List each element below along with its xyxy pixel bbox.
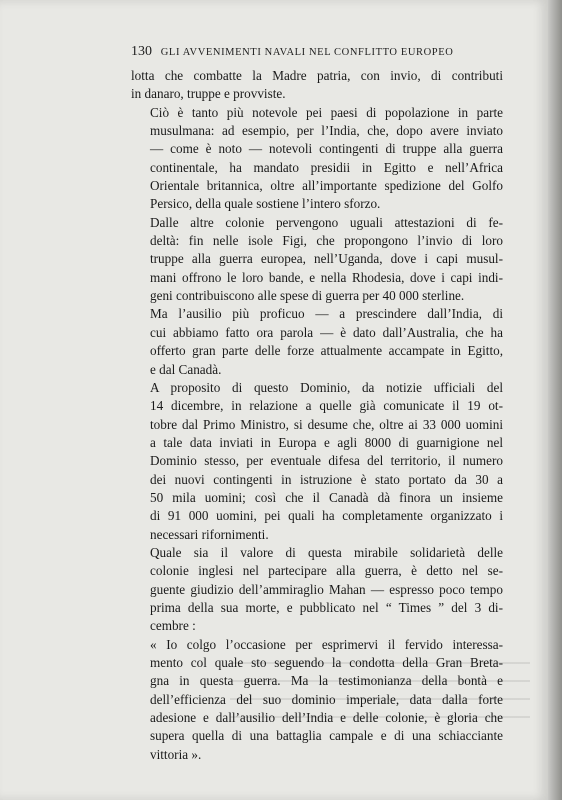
text-line: musulmana: ad esempio, per l’India, che, dopo avere inviato <box>150 123 503 139</box>
text-line: supera quella di una battaglia campale e di una schiacciante <box>150 728 503 744</box>
text-line: truppe alla guerra europea, nell’Uganda, dove i capi musul- <box>150 251 503 267</box>
text-line: dei nuovi contingenti in istruzione è stato portato da 30 a <box>150 471 503 487</box>
running-title: GLI AVVENIMENTI NAVALI NEL CONFLITTO EUROPEO <box>160 47 454 58</box>
text-line: dell’efficienza del suo dominio imperiale, data dalla forte <box>150 691 503 707</box>
show-through-text <box>230 650 530 730</box>
text-line: Orientale britannica, oltre all’importante spedizione del Golfo <box>150 178 503 194</box>
page-number: 130 <box>131 44 152 59</box>
text-line: « Io colgo l’occasione per esprimervi il fervido interessa- <box>150 636 503 652</box>
paragraph <box>131 305 503 378</box>
text-line: Dalle altre colonie pervengono uguali attestazioni di fe- <box>150 214 503 230</box>
paragraph <box>131 379 503 544</box>
paragraph <box>131 104 503 214</box>
text-line: Ma l’ausilio più proficuo — a prescindere dall’India, di <box>150 306 503 322</box>
text-line: Persico, della quale sostiene l’intero sforzo. <box>150 196 381 212</box>
text-line: lotta che combatte la Madre patria, con invio, di contributi <box>131 68 503 83</box>
text-line: a tale data inviati in Europa e agli 8000 di guarnigione nel <box>150 434 503 450</box>
text-line: gna in questa guerra. Ma la testimonianza della bontà e <box>150 673 503 689</box>
text-line: 14 dicembre, in relazione a quelle già comunicate il 19 ot- <box>150 398 503 414</box>
text-line: prima della sua morte, e pubblicato nel “ Times ” del 3 di- <box>150 599 503 615</box>
text-line: vittoria ». <box>150 746 202 762</box>
text-line: in danaro, truppe e provviste. <box>131 86 286 102</box>
running-header <box>131 44 491 60</box>
text-line: e dal Canadà. <box>150 361 222 377</box>
text-line: geni contribuiscono alle spese di guerra per 40 000 sterline. <box>150 288 465 304</box>
text-line: offerto gran parte delle forze attualmente accampate in Egitto, <box>150 343 503 359</box>
text-line: Quale sia il valore di questa mirabile solidarietà delle <box>150 544 503 560</box>
text-line: 50 mila uomini; così che il Canadà dà finora un insieme <box>150 489 503 505</box>
text-line: Dominio stesso, per eventuale difesa del territorio, il numero <box>150 453 503 469</box>
text-line: continentale, ha mandato presidii in Egitto e nell’Africa <box>150 159 503 175</box>
text-line: adesione e dall’ausilio dell’India e delle colonie, è gloria che <box>150 710 503 726</box>
page-edge <box>548 0 562 800</box>
text-line: mani offrono le loro bande, e nella Rhodesia, dove i capi indi- <box>150 269 503 285</box>
text-line: Ciò è tanto più notevole pei paesi di popolazione in parte <box>150 104 503 120</box>
text-line: tobre dal Primo Ministro, si desume che, oltre ai 33 000 uomini <box>150 416 503 432</box>
text-line: mento col quale sto seguendo la condotta della Gran Breta- <box>150 655 503 670</box>
paragraph <box>131 544 503 636</box>
text-line: cembre : <box>150 618 196 634</box>
text-line: deltà: fin nelle isole Figi, che propongono l’invio di loro <box>150 233 503 249</box>
text-line: A proposito di questo Dominio, da notizie ufficiali del <box>150 379 503 395</box>
text-line: necessari rifornimenti. <box>150 526 269 542</box>
paragraph <box>131 67 503 104</box>
text-line: colonie inglesi nel partecipare alla guerra, è detto nel se- <box>150 563 503 579</box>
text-line: guente giudizio dell’ammiraglio Mahan — espresso poco tempo <box>150 581 503 597</box>
text-line: cui abbiamo fatto ora parola — è dato dall’Australia, che ha <box>150 324 503 340</box>
paragraph <box>131 214 503 306</box>
text-line: di 91 000 uomini, pei quali ha completamente organizzato i <box>150 508 503 524</box>
text-line: — come è noto — notevoli contingenti di truppe alla guerra <box>150 141 503 157</box>
